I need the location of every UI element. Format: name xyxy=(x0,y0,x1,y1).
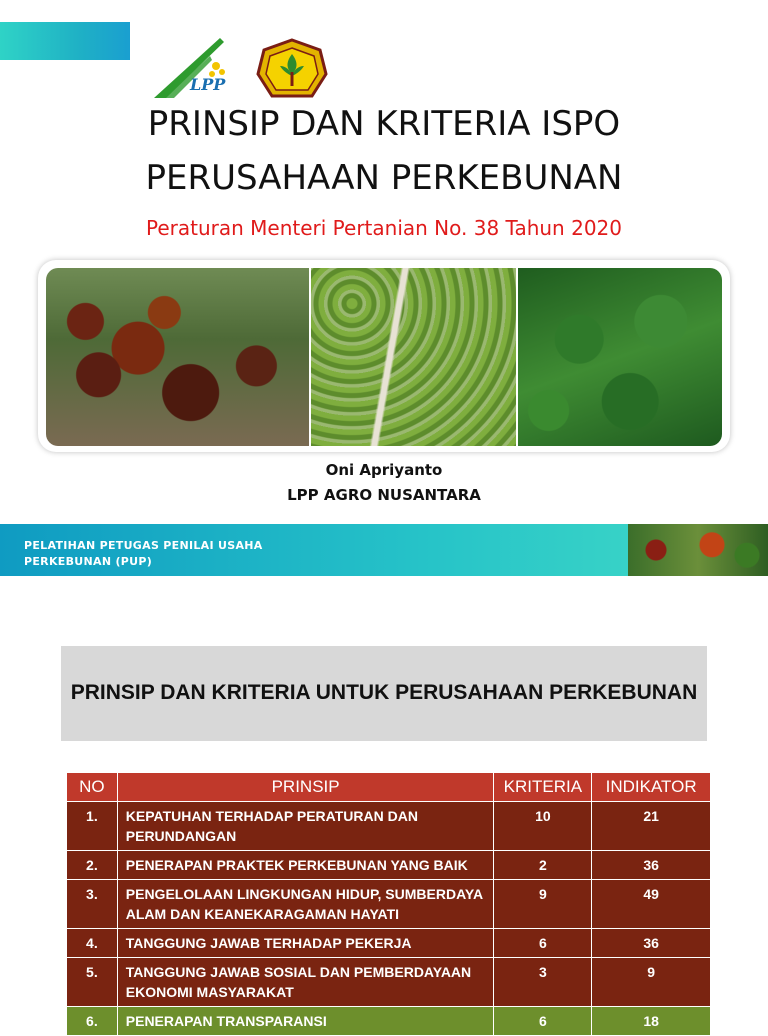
cell-indikator: 9 xyxy=(592,958,711,1007)
footer-label-line1: PELATIHAN PETUGAS PENILAI USAHA xyxy=(24,539,263,552)
table-row xyxy=(67,929,711,958)
cover-title-line2: PERUSAHAAN PERKEBUNAN xyxy=(145,158,623,198)
table-header-row xyxy=(67,773,711,802)
cell-indikator: 49 xyxy=(592,880,711,929)
table-row xyxy=(67,1007,711,1036)
cell-indikator: 18 xyxy=(592,1007,711,1036)
author-organization: LPP AGRO NUSANTARA xyxy=(287,486,481,504)
header-no: NO xyxy=(67,773,118,802)
lpp-logo-text: LPP xyxy=(190,75,226,94)
cell-prinsip: PENGELOLAAN LINGKUNGAN HIDUP, SUMBERDAYA ALAM DAN KEANEKARAGAMAN HAYATI xyxy=(117,880,494,929)
cell-prinsip: KEPATUHAN TERHADAP PERATURAN DAN PERUNDANGAN xyxy=(117,802,494,851)
cell-kriteria: 6 xyxy=(494,929,592,958)
cell-no: 4. xyxy=(67,929,118,958)
cell-prinsip: TANGGUNG JAWAB TERHADAP PEKERJA xyxy=(117,929,494,958)
principles-table xyxy=(66,772,711,1036)
photo-strip xyxy=(38,260,730,452)
section-title: PRINSIP DAN KRITERIA UNTUK PERUSAHAAN PERKEBUNAN xyxy=(70,681,698,704)
cell-no: 6. xyxy=(67,1007,118,1036)
cell-kriteria: 2 xyxy=(494,851,592,880)
cover-title-line1: PRINSIP DAN KRITERIA ISPO xyxy=(147,104,621,144)
cell-prinsip: TANGGUNG JAWAB SOSIAL DAN PEMBERDAYAAN EKONOMI MASYARAKAT xyxy=(117,958,494,1007)
table-row xyxy=(67,880,711,929)
cell-no: 1. xyxy=(67,802,118,851)
table-row xyxy=(67,958,711,1007)
cell-indikator: 21 xyxy=(592,802,711,851)
cell-indikator: 36 xyxy=(592,929,711,958)
footer-photo-collage xyxy=(628,524,768,576)
header-indikator: INDIKATOR xyxy=(592,773,711,802)
table-row xyxy=(67,851,711,880)
top-accent-bar xyxy=(0,22,130,60)
header-prinsip: PRINSIP xyxy=(117,773,494,802)
cell-kriteria: 3 xyxy=(494,958,592,1007)
table-row xyxy=(67,802,711,851)
cell-kriteria: 6 xyxy=(494,1007,592,1036)
footer-label-line2: PERKEBUNAN (PUP) xyxy=(24,555,153,568)
header-kriteria: KRITERIA xyxy=(494,773,592,802)
cell-no: 5. xyxy=(67,958,118,1007)
cell-no: 2. xyxy=(67,851,118,880)
cell-prinsip: PENERAPAN TRANSPARANSI xyxy=(117,1007,494,1036)
cell-kriteria: 9 xyxy=(494,880,592,929)
plantation-aerial-photo xyxy=(311,268,516,446)
author-name: Oni Apriyanto xyxy=(325,461,443,479)
ministry-seal-logo xyxy=(256,38,328,102)
cell-prinsip: PENERAPAN PRAKTEK PERKEBUNAN YANG BAIK xyxy=(117,851,494,880)
cell-kriteria: 10 xyxy=(494,802,592,851)
footer-label xyxy=(24,538,263,570)
cell-no: 3. xyxy=(67,880,118,929)
lpp-logo xyxy=(150,36,240,102)
cell-indikator: 36 xyxy=(592,851,711,880)
palm-canopy-photo xyxy=(518,268,722,446)
cover-subtitle: Peraturan Menteri Pertanian No. 38 Tahun 2020 xyxy=(146,216,622,240)
palm-fruit-photo xyxy=(46,268,309,446)
